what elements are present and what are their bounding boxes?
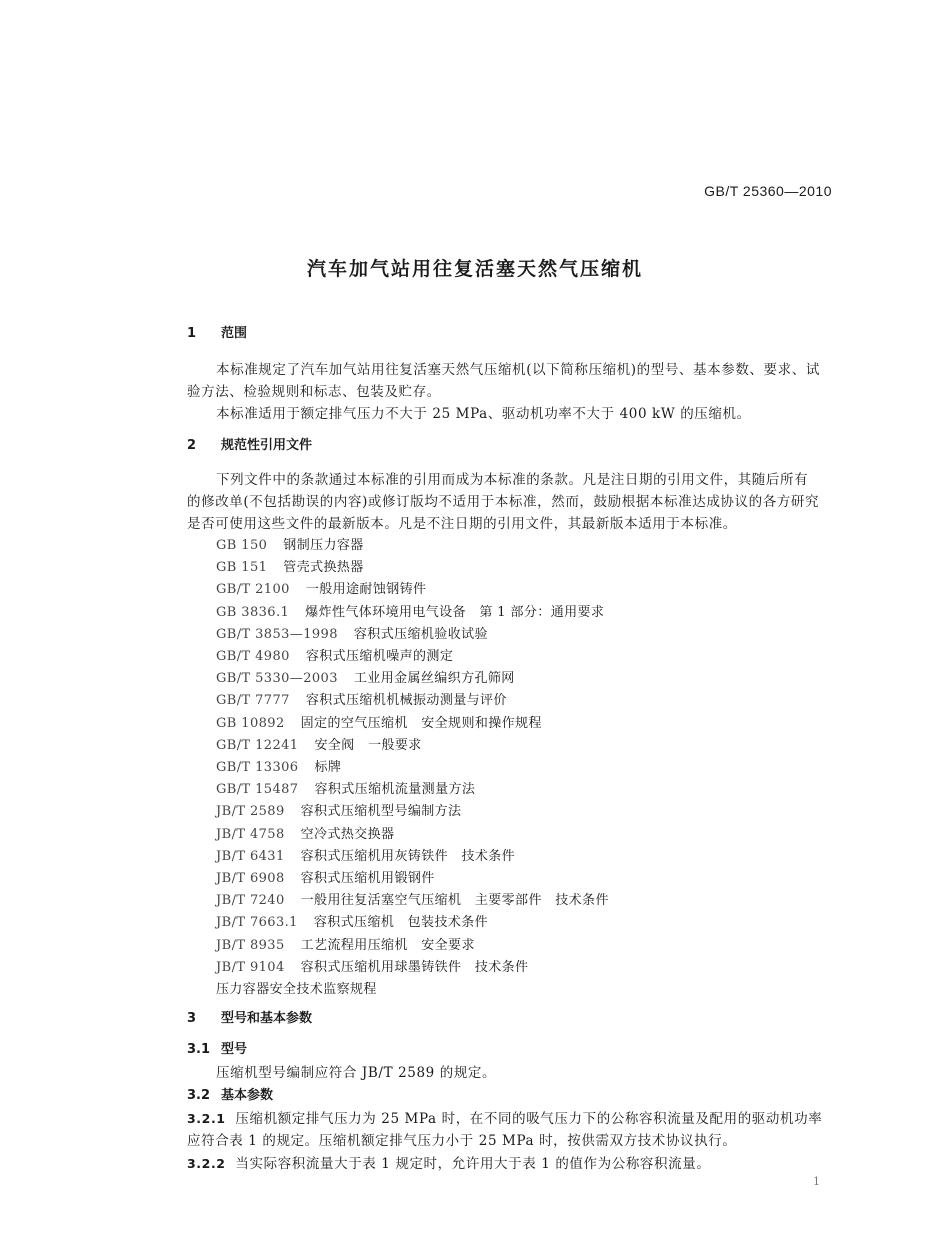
reference-code: GB/T 5330—2003 xyxy=(216,671,338,686)
model-paragraph: 压缩机型号编制应符合 JB/T 2589 的规定。 xyxy=(216,1065,497,1081)
section-title: 范围 xyxy=(221,326,248,341)
standard-code: GB/T 25360—2010 xyxy=(704,183,832,199)
reference-code: JB/T 7663.1 xyxy=(216,915,298,930)
section-3-heading xyxy=(187,1007,312,1026)
reference-code: GB/T 7777 xyxy=(216,693,290,708)
clause-number: 3.2.1 xyxy=(187,1111,226,1126)
refs-intro-line-3: 是否可使用这些文件的最新版本。凡是不注日期的引用文件，其最新版本适用于本标准。 xyxy=(187,516,737,532)
document-title: 汽车加气站用往复活塞天然气压缩机 xyxy=(306,258,643,280)
section-number: 3.1 xyxy=(187,1042,211,1057)
reference-code: JB/T 9104 xyxy=(216,960,285,975)
section-number: 2 xyxy=(187,438,197,453)
clause-text: 当实际容积流量大于表 1 规定时，允许用大于表 1 的值作为公称容积流量。 xyxy=(235,1156,711,1172)
page-number: 1 xyxy=(813,1175,820,1188)
reference-title: 空冷式热交换器 xyxy=(300,827,395,842)
reference-title: 一般用往复活塞空气压缩机 主要零部件 技术条件 xyxy=(300,893,609,908)
reference-code: GB 3836.1 xyxy=(216,605,290,620)
section-title: 型号和基本参数 xyxy=(221,1011,313,1026)
reference-code: JB/T 8935 xyxy=(216,938,285,953)
reference-item xyxy=(216,978,377,997)
reference-item xyxy=(216,712,542,731)
reference-item xyxy=(216,645,453,664)
reference-title: 标牌 xyxy=(314,760,342,775)
scope-paragraph-1-line-1: 本标准规定了汽车加气站用往复活塞天然气压缩机(以下简称压缩机)的型号、基本参数、要求、试 xyxy=(216,362,820,378)
clause-number: 3.2.2 xyxy=(187,1156,226,1171)
scope-paragraph-1-line-2: 验方法、检验规则和标志、包装及贮存。 xyxy=(187,384,441,400)
section-number: 3 xyxy=(187,1011,197,1026)
section-number: 3.2 xyxy=(187,1088,211,1103)
reference-title: 一般用途耐蚀钢铸件 xyxy=(305,582,427,597)
clause-text: 压缩机额定排气压力为 25 MPa 时，在不同的吸气压力下的公称容积流量及配用的驱动机功率 xyxy=(235,1111,823,1127)
section-3-1-heading xyxy=(187,1038,247,1057)
reference-title: 钢制压力容器 xyxy=(283,538,364,553)
reference-title: 容积式压缩机机械振动测量与评价 xyxy=(305,693,507,708)
reference-code: GB/T 12241 xyxy=(216,738,299,753)
reference-item xyxy=(216,934,475,953)
reference-code: GB 150 xyxy=(216,538,268,553)
reference-title: 压力容器安全技术监察规程 xyxy=(216,982,377,997)
reference-title: 工艺流程用压缩机 安全要求 xyxy=(300,938,475,953)
reference-code: GB/T 13306 xyxy=(216,760,299,775)
reference-code: GB 151 xyxy=(216,560,268,575)
reference-item xyxy=(216,956,528,975)
scope-paragraph-2: 本标准适用于额定排气压力不大于 25 MPa、驱动机功率不大于 400 kW 的压缩机。 xyxy=(216,406,751,422)
reference-title: 管壳式换热器 xyxy=(283,560,364,575)
reference-title: 容积式压缩机型号编制方法 xyxy=(300,804,462,819)
reference-title: 容积式压缩机验收试验 xyxy=(353,627,488,642)
reference-item xyxy=(216,778,475,797)
reference-item xyxy=(216,867,435,886)
refs-intro-line-2: 的修改单(不包括勘误的内容)或修订版均不适用于本标准，然而，鼓励根据本标准达成协议的各方研究 xyxy=(187,494,820,510)
reference-item xyxy=(216,534,364,553)
reference-code: GB/T 2100 xyxy=(216,582,290,597)
section-title: 型号 xyxy=(221,1042,248,1057)
clause-3-2-1-line-2: 应符合表 1 的规定。压缩机额定排气压力小于 25 MPa 时，按供需双方技术协议执行。 xyxy=(187,1133,737,1149)
reference-title: 容积式压缩机噪声的测定 xyxy=(305,649,454,664)
reference-item xyxy=(216,556,364,575)
reference-title: 容积式压缩机用灰铸铁件 技术条件 xyxy=(300,849,516,864)
reference-code: JB/T 2589 xyxy=(216,804,285,819)
reference-item xyxy=(216,689,507,708)
section-title: 规范性引用文件 xyxy=(221,438,313,453)
reference-title: 容积式压缩机用锻钢件 xyxy=(300,871,435,886)
refs-intro-line-1: 下列文件中的条款通过本标准的引用而成为本标准的条款。凡是注日期的引用文件，其随后所有 xyxy=(216,472,809,488)
reference-item xyxy=(216,823,394,842)
reference-item xyxy=(216,578,426,597)
reference-item xyxy=(216,845,515,864)
reference-code: GB/T 4980 xyxy=(216,649,290,664)
reference-title: 容积式压缩机流量测量方法 xyxy=(314,782,476,797)
reference-title: 容积式压缩机 包装技术条件 xyxy=(313,915,489,930)
section-3-2-heading xyxy=(187,1084,273,1103)
reference-item xyxy=(216,601,604,620)
reference-title: 工业用金属丝编织方孔筛网 xyxy=(353,671,515,686)
reference-code: JB/T 6431 xyxy=(216,849,285,864)
reference-item xyxy=(216,623,488,642)
reference-item xyxy=(216,756,341,775)
reference-title: 容积式压缩机用球墨铸铁件 技术条件 xyxy=(300,960,529,975)
section-1-heading xyxy=(187,322,247,341)
clause-3-2-2 xyxy=(187,1152,710,1172)
section-number: 1 xyxy=(187,326,197,341)
reference-title: 固定的空气压缩机 安全规则和操作规程 xyxy=(300,716,542,731)
reference-code: GB/T 15487 xyxy=(216,782,299,797)
clause-3-2-1-line-1 xyxy=(187,1107,822,1127)
reference-item xyxy=(216,911,488,930)
section-title: 基本参数 xyxy=(221,1088,274,1103)
reference-item xyxy=(216,734,422,753)
reference-title: 安全阀 一般要求 xyxy=(314,738,422,753)
reference-item xyxy=(216,800,461,819)
reference-item xyxy=(216,667,515,686)
reference-code: JB/T 6908 xyxy=(216,871,285,886)
reference-code: GB/T 3853—1998 xyxy=(216,627,338,642)
reference-title: 爆炸性气体环境用电气设备 第 1 部分：通用要求 xyxy=(305,605,605,620)
section-2-heading xyxy=(187,434,312,453)
reference-code: JB/T 4758 xyxy=(216,827,285,842)
reference-code: JB/T 7240 xyxy=(216,893,285,908)
reference-item xyxy=(216,889,609,908)
reference-code: GB 10892 xyxy=(216,716,285,731)
